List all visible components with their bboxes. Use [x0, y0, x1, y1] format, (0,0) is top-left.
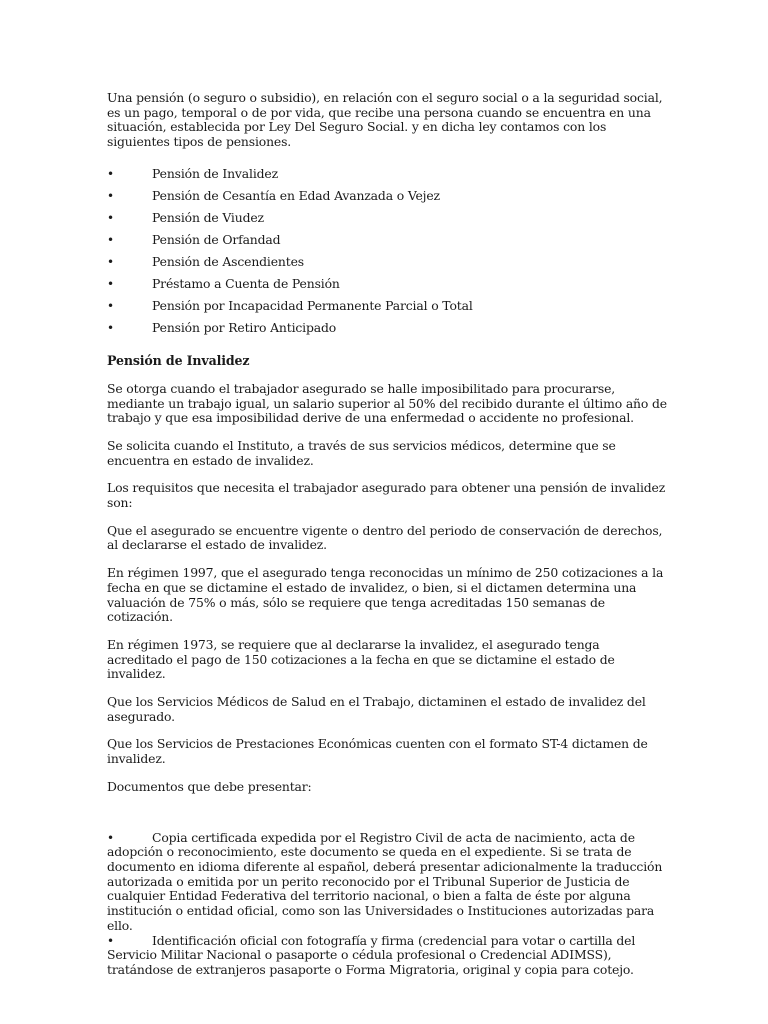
- list-item-label: Préstamo a Cuenta de Pensión: [152, 275, 340, 291]
- bullet-icon: •: [107, 210, 114, 225]
- paragraph-definition: Se otorga cuando el trabajador asegurado se halle imposibilitado para procurarse, mediante un trabajo igual, un salario superior al 50% del recibido durante el último año de trabajo y que esa imposibilidad derive de una enfermedad o accidente no profesional.: [107, 380, 667, 426]
- list-item-label: Pensión de Orfandad: [152, 231, 281, 247]
- paragraph-regimen-1997: En régimen 1997, que el asegurado tenga reconocidas un mínimo de 250 cotizaciones a la fecha en que se dictamine el estado de invalidez, o bien, si el dictamen determina una valuación de 75% o más, sólo se requiere que tenga acreditadas 150 semanas de cotización.: [107, 565, 664, 625]
- document-item: [107, 831, 667, 934]
- paragraph-prestaciones: Que los Servicios de Prestaciones Económicas cuenten con el formato ST-4 dictamen de invalidez.: [107, 736, 648, 767]
- intro-paragraph: Una pensión (o seguro o subsidio), en relación con el seguro social o a la seguridad social, es un pago, temporal o de por vida, que recibe una persona cuando se encuentra en una situación, establecida por Ley Del Seguro Social. y en dicha ley contamos con los siguientes tipos de pensiones.: [107, 90, 663, 150]
- list-item: [107, 189, 667, 211]
- bullet-icon: •: [107, 232, 114, 247]
- list-item-label: Pensión por Incapacidad Permanente Parcial o Total: [152, 297, 473, 313]
- pension-types-list: [107, 167, 667, 343]
- list-item: [107, 321, 667, 343]
- section-heading: Pensión de Invalidez: [107, 352, 250, 368]
- bullet-icon: •: [107, 166, 114, 181]
- list-item: [107, 255, 667, 277]
- list-item: [107, 167, 667, 189]
- list-item: [107, 277, 667, 299]
- bullet-icon: •: [107, 933, 114, 948]
- bullet-icon: •: [107, 254, 114, 269]
- bullet-icon: •: [107, 188, 114, 203]
- bullet-icon: •: [107, 320, 114, 335]
- list-item: [107, 211, 667, 233]
- list-item: [107, 233, 667, 255]
- paragraph-request: Se solicita cuando el Instituto, a través de sus servicios médicos, determine que se encuentra en estado de invalidez.: [107, 437, 616, 468]
- paragraph-regimen-1973: En régimen 1973, se requiere que al declararse la invalidez, el asegurado tenga acreditado el pago de 150 cotizaciones a la fecha en que se dictamine el estado de invalidez.: [107, 636, 615, 682]
- paragraph-documents-intro: Documentos que debe presentar:: [107, 778, 312, 794]
- document-item-text: Identificación oficial con fotografía y firma (credencial para votar o cartilla del Servicio Militar Nacional o pasaporte o cédula profesional o Credencial ADIMSS), tratándose de extranjeros pasaporte o Forma Migratoria, original y copia para cotejo.: [107, 932, 636, 977]
- paragraph-requirement-vigente: Que el asegurado se encuentre vigente o dentro del periodo de conservación de derechos, al declararse el estado de invalidez.: [107, 522, 663, 553]
- bullet-icon: •: [107, 830, 114, 845]
- list-item-label: Pensión de Ascendientes: [152, 253, 304, 269]
- list-item-label: Pensión de Cesantía en Edad Avanzada o Vejez: [152, 187, 440, 203]
- list-item-label: Pensión por Retiro Anticipado: [152, 319, 337, 335]
- spacer: [107, 808, 667, 831]
- bullet-icon: •: [107, 298, 114, 313]
- paragraph-servicios-medicos: Que los Servicios Médicos de Salud en el Trabajo, dictaminen el estado de invalidez del asegurado.: [107, 694, 646, 724]
- list-item: [107, 299, 667, 321]
- document-item-text: Copia certificada expedida por el Registro Civil de acta de nacimiento, acta de adopción o reconocimiento, este documento se queda en el expediente. Si se trata de documento en idioma diferente al español, deberá presentar adicionalmente la traducción autorizada o emitida por un perito reconocido por el Tribunal Superior de Justicia de cualquier Entidad Federativa del territorio nacional, o bien a falta de éste por alguna institución o entidad oficial, como son las Universidades o Instituciones autorizadas para ello.: [107, 829, 663, 933]
- paragraph-requirements-intro: Los requisitos que necesita el trabajador asegurado para obtener una pensión de invalidez son:: [107, 480, 666, 511]
- list-item-label: Pensión de Invalidez: [152, 165, 278, 181]
- document-page: [107, 91, 667, 978]
- bullet-icon: •: [107, 276, 114, 291]
- list-item-label: Pensión de Viudez: [152, 209, 264, 225]
- document-item: [107, 934, 667, 978]
